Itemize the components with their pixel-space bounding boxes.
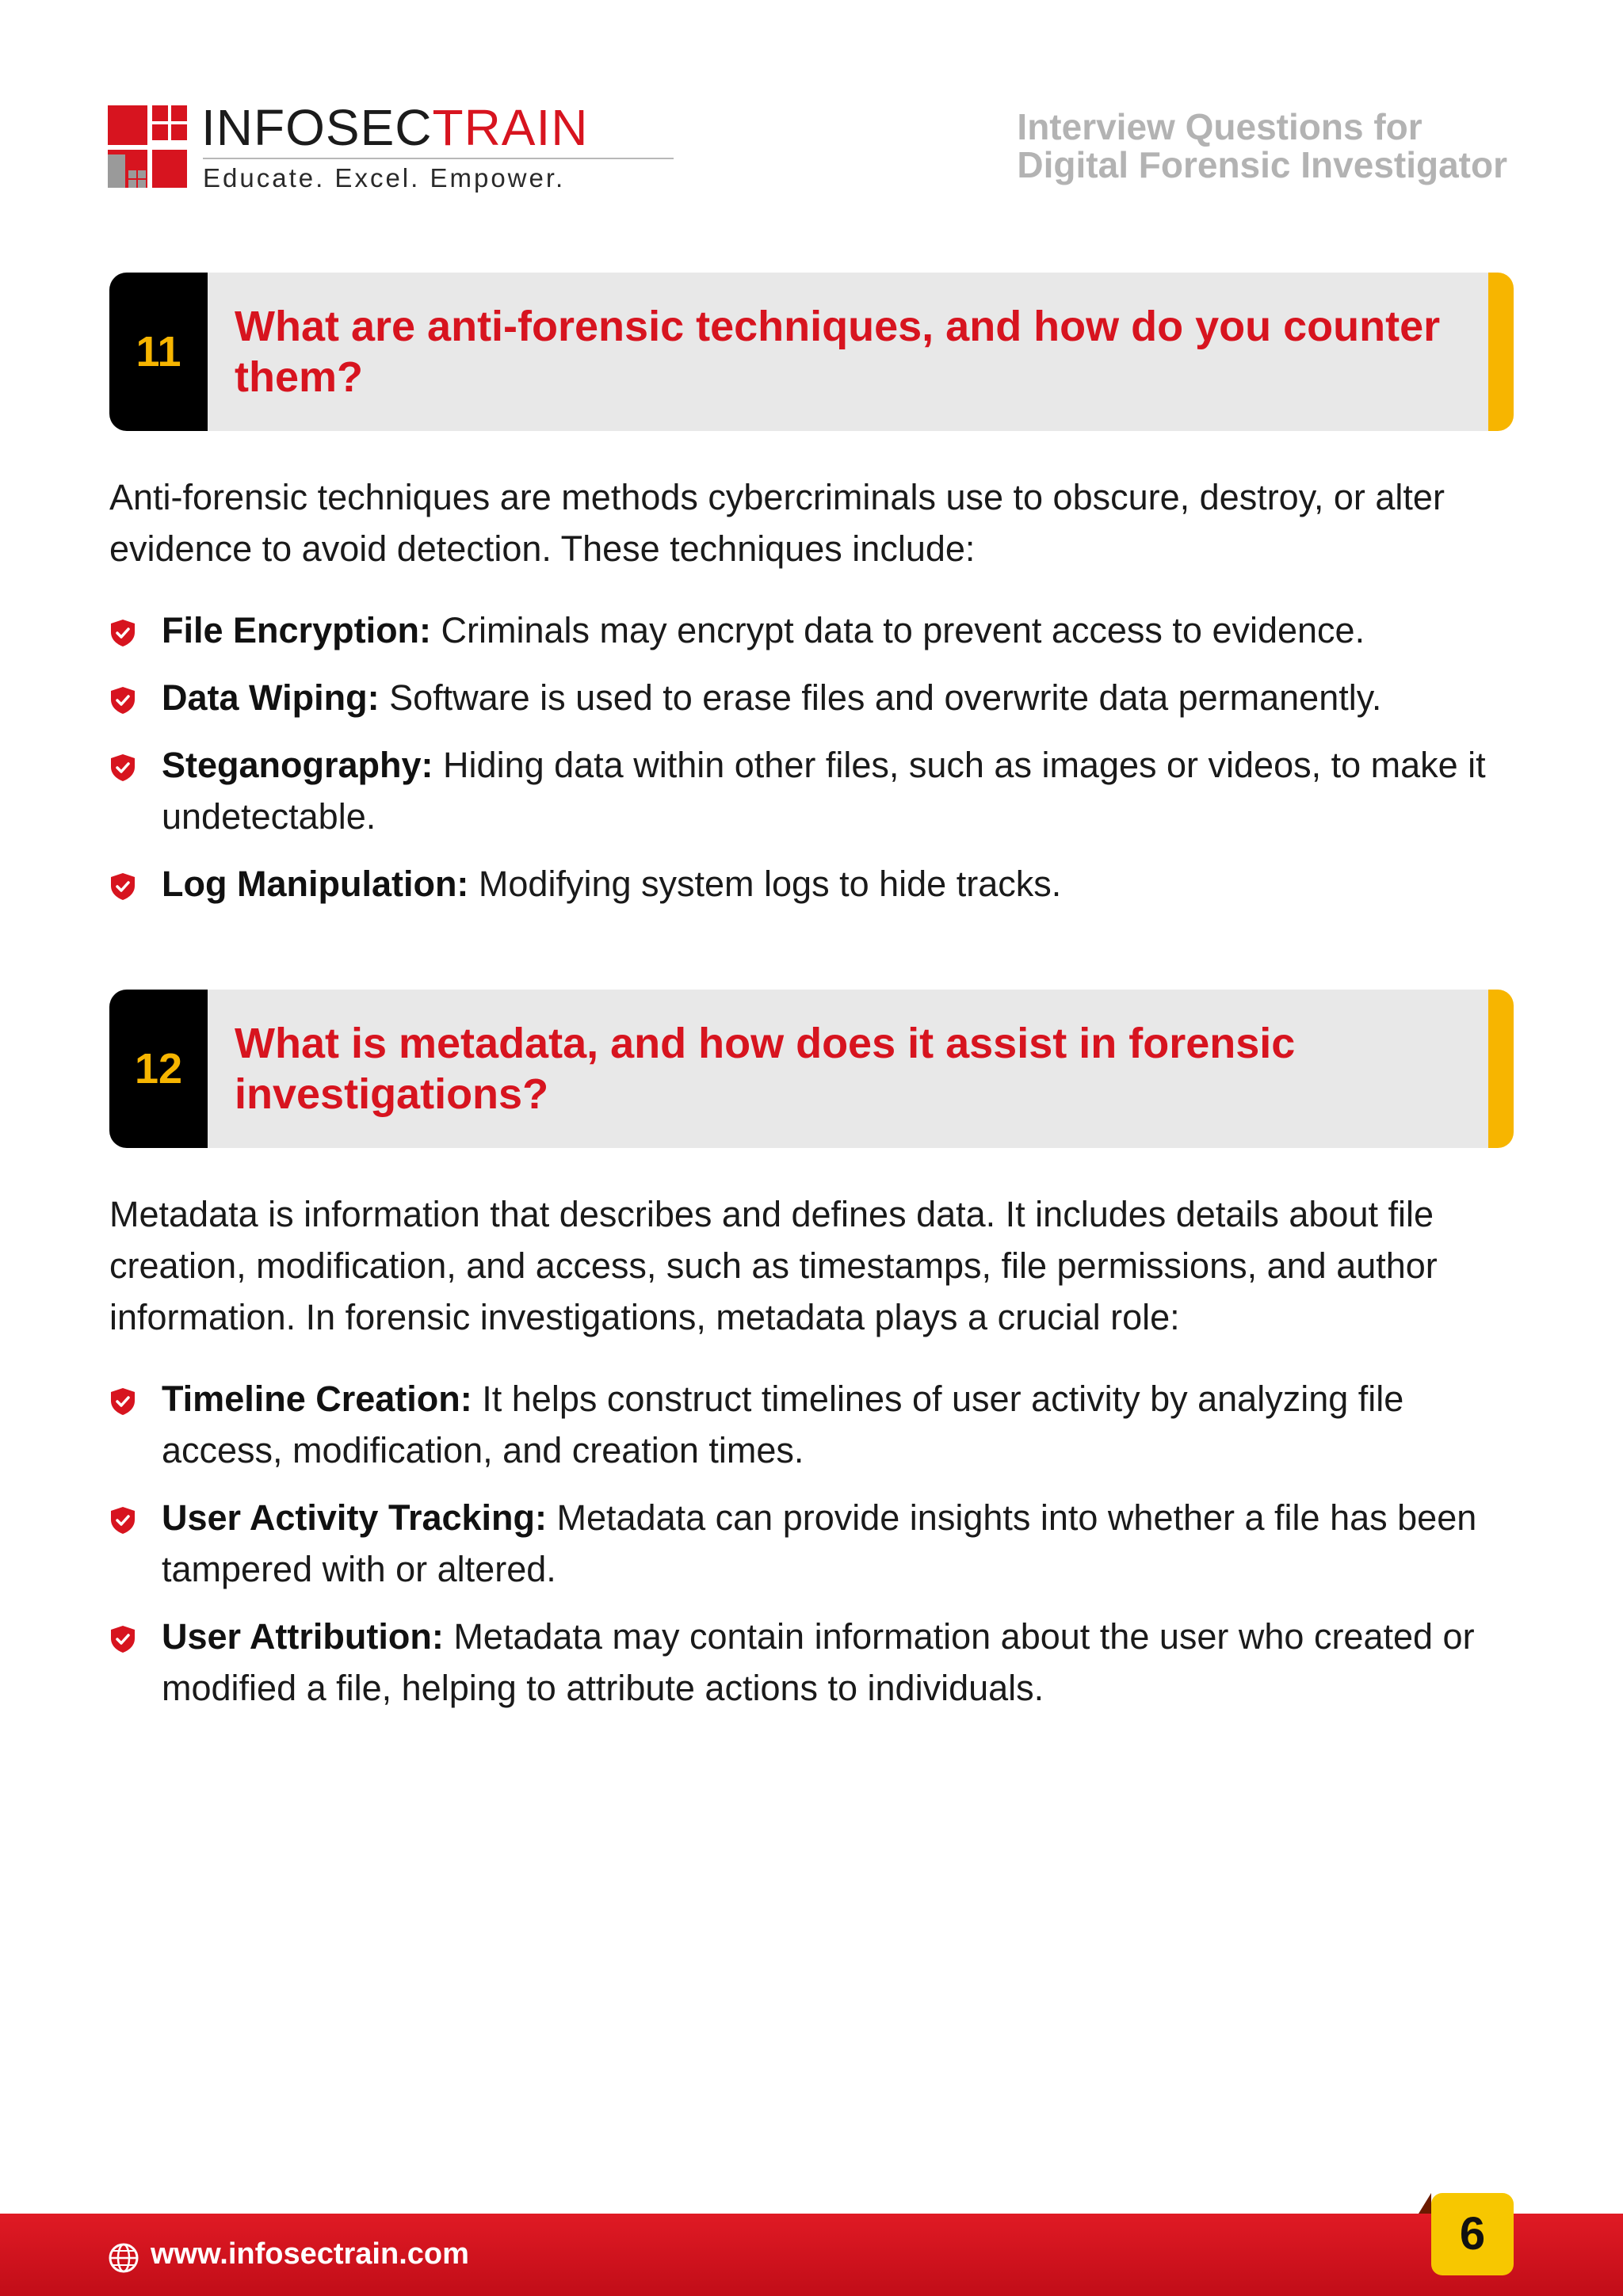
brand-name-part2: TRAIN [432, 99, 589, 156]
brand-name [201, 99, 589, 156]
question-intro: Anti-forensic techniques are methods cybercriminals use to obscure, destroy, or alter evidence to avoid detection. These techniques include: [109, 477, 1445, 569]
item-text: Hiding data within other files, such as images or videos, to make it undetectable. [162, 745, 1486, 837]
list-item [109, 858, 1528, 910]
technique-list [109, 605, 1528, 925]
question-number: 11 [136, 328, 181, 376]
item-term: User Attribution: [162, 1616, 444, 1657]
document-title-line1: Interview Questions for [1017, 106, 1423, 147]
question-number: 12 [134, 1045, 183, 1093]
list-item [109, 672, 1528, 723]
page-number-tab [1431, 2193, 1514, 2275]
item-term: Log Manipulation: [162, 864, 469, 904]
question-title: What is metadata, and how does it assist in forensic investigations? [235, 1020, 1296, 1118]
page-footer [0, 2214, 1623, 2296]
item-text: Metadata may contain information about the user who created or modified a file, helping to attribute actions to individuals. [162, 1616, 1475, 1708]
list-item [109, 1373, 1528, 1476]
question-number-box [109, 273, 208, 431]
shield-check-icon [109, 686, 136, 715]
logo-divider [203, 158, 674, 159]
item-text: Criminals may encrypt data to prevent access to evidence. [431, 610, 1365, 650]
list-item [109, 1611, 1528, 1714]
list-item [109, 739, 1528, 842]
item-term: File Encryption: [162, 610, 432, 650]
question-number-box [109, 990, 208, 1148]
item-term: Timeline Creation: [162, 1379, 472, 1419]
document-title-line2: Digital Forensic Investigator [1017, 144, 1507, 185]
item-term: Data Wiping: [162, 677, 380, 718]
document-title [1017, 108, 1507, 184]
question-banner [109, 273, 1514, 431]
shield-check-icon [109, 753, 136, 782]
globe-icon [108, 2242, 139, 2274]
brand-logo [108, 99, 599, 193]
item-text: Modifying system logs to hide tracks. [468, 864, 1062, 904]
question-banner [109, 990, 1514, 1148]
website-link[interactable]: www.infosectrain.com [151, 2237, 469, 2271]
brand-name-part1: INFOSEC [201, 99, 433, 156]
list-item [109, 1492, 1528, 1595]
shield-check-icon [109, 872, 136, 901]
shield-check-icon [109, 1625, 136, 1653]
logo-mark-icon [108, 105, 187, 188]
shield-check-icon [109, 1387, 136, 1416]
metadata-role-list [109, 1373, 1528, 1730]
brand-tagline: Educate. Excel. Empower. [203, 163, 566, 193]
shield-check-icon [109, 619, 136, 647]
question-intro: Metadata is information that describes and defines data. It includes details about file creation, modification, and access, such as timestamps, file permissions, and author information. In forensic investigations, metadata plays a crucial role: [109, 1194, 1438, 1337]
question-title: What are anti-forensic techniques, and how do you counter them? [235, 303, 1441, 401]
page-tab-fold [1419, 2193, 1431, 2214]
shield-check-icon [109, 1506, 136, 1535]
page-number: 6 [1459, 2208, 1486, 2260]
item-term: Steganography: [162, 745, 433, 785]
list-item [109, 605, 1528, 656]
item-text: Metadata can provide insights into whether a file has been tampered with or altered. [162, 1497, 1477, 1589]
item-text: It helps construct timelines of user activity by analyzing file access, modification, and creation times. [162, 1379, 1404, 1470]
item-text: Software is used to erase files and overwrite data permanently. [379, 677, 1382, 718]
item-term: User Activity Tracking: [162, 1497, 548, 1538]
